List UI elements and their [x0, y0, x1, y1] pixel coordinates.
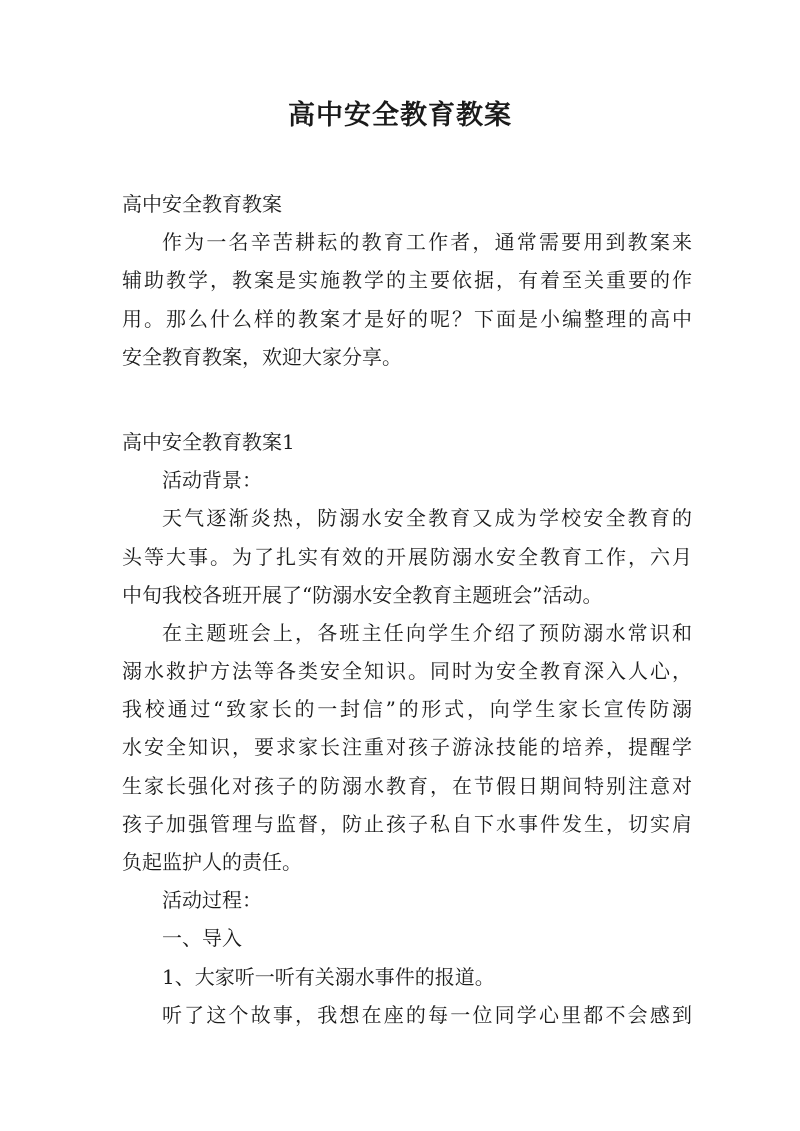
- background-label: 活动背景：: [162, 468, 262, 493]
- background-line: 在主题班会上，各班主任向学生介绍了预防溺水常识和: [162, 620, 692, 645]
- step-text-line: 听了这个故事，我想在座的每一位同学心里都不会感到: [162, 1002, 692, 1027]
- background-line: 天气逐渐炎热，防溺水安全教育又成为学校安全教育的: [162, 506, 692, 531]
- intro-line: 辅助教学，教案是实施教学的主要依据，有着至关重要的作: [122, 268, 692, 293]
- step-heading: 一、导入: [162, 926, 242, 951]
- page-title: 高中安全教育教案: [288, 100, 512, 131]
- background-line: 孩子加强管理与监督，防止孩子私自下水事件发生，切实肩: [122, 811, 692, 836]
- section-heading: 高中安全教育教案1: [122, 429, 295, 454]
- background-line: 水安全知识，要求家长注重对孩子游泳技能的培养，提醒学: [122, 735, 692, 760]
- intro-line: 用。那么什么样的教案才是好的呢？下面是小编整理的高中: [122, 306, 692, 331]
- section-spacer: [122, 376, 692, 423]
- background-paragraph-1: [122, 499, 692, 614]
- background-line: 我校通过“致家长的一封信”的形式，向学生家长宣传防溺: [122, 697, 692, 722]
- step-item: 1、大家听一听有关溺水事件的报道。: [162, 964, 495, 989]
- background-line: 头等大事。为了扎实有效的开展防溺水安全教育工作，六月: [122, 544, 692, 569]
- process-label: 活动过程：: [162, 888, 262, 913]
- intro-paragraph: [122, 223, 692, 376]
- intro-heading: 高中安全教育教案: [122, 192, 282, 216]
- intro-line: 安全教育教案，欢迎大家分享。: [122, 344, 402, 369]
- background-line: 负起监护人的责任。: [122, 850, 302, 874]
- background-line: 溺水救护方法等各类安全知识。同时为安全教育深入人心，: [122, 659, 692, 684]
- background-paragraph-2: [122, 614, 692, 881]
- intro-line: 作为一名辛苦耕耘的教育工作者，通常需要用到教案来: [162, 230, 692, 255]
- background-line: 生家长强化对孩子的防溺水教育，在节假日期间特别注意对: [122, 773, 692, 798]
- background-line: 中旬我校各班开展了“防溺水安全教育主题班会”活动。: [122, 582, 603, 607]
- document-body: [122, 185, 692, 1034]
